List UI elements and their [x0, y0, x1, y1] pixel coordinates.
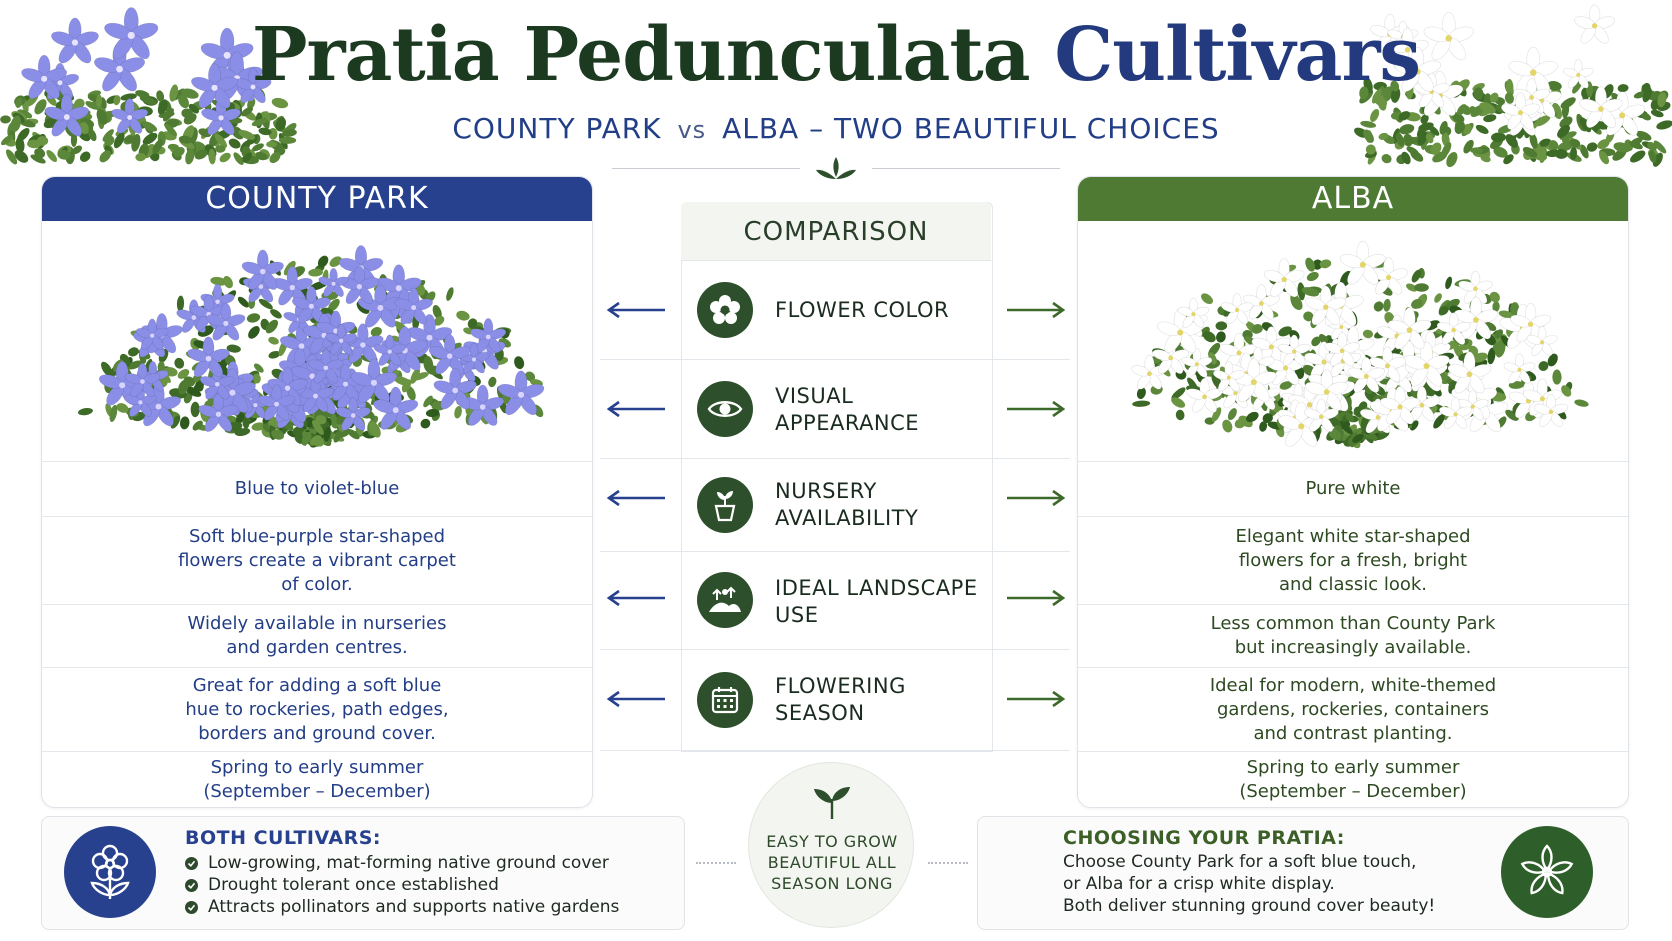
star-flower-badge-icon	[1501, 826, 1593, 918]
county-park-panel	[41, 176, 593, 808]
feature-label-line: FLOWERING	[775, 674, 906, 698]
easy-to-grow-badge	[748, 762, 914, 928]
easy-line: EASY TO GROW	[766, 832, 898, 851]
page-title	[0, 12, 1672, 98]
choosing-text	[1063, 851, 1503, 917]
subtitle-left: COUNTY PARK	[452, 112, 662, 145]
arrow-left-icon	[605, 488, 667, 508]
header-divider-left	[612, 168, 800, 169]
list-item-text: Low-growing, mat-forming native ground cover	[208, 853, 609, 873]
list-item-text: Drought tolerant once established	[208, 875, 499, 895]
alba-nursery-line: but increasingly available.	[1234, 637, 1472, 658]
arrow-right-icon	[1005, 399, 1067, 419]
alba-season-line: Spring to early summer	[1246, 756, 1460, 778]
feature-label-line: IDEAL LANDSCAPE	[775, 576, 978, 600]
title-accent: Cultivars	[1054, 12, 1421, 98]
comparison-separator	[600, 551, 1070, 552]
both-cultivars-title: BOTH CULTIVARS:	[185, 827, 382, 849]
arrow-right-icon	[1005, 300, 1067, 320]
alba-visual-line: flowers for a fresh, bright	[1238, 549, 1468, 571]
feature-label-line: SEASON	[775, 701, 865, 725]
comparison-heading: COMPARISON	[681, 202, 991, 261]
county-nursery-line: and garden centres.	[226, 637, 408, 658]
alba-landscape-line: and contrast planting.	[1253, 722, 1453, 744]
sprout-icon	[810, 781, 854, 821]
county-nursery-availability	[42, 604, 592, 667]
feature-label-line: VISUAL	[775, 384, 854, 408]
alba-heading: ALBA	[1078, 177, 1628, 221]
choosing-title: CHOOSING YOUR PRATIA:	[1063, 827, 1345, 849]
alba-landscape-line: Ideal for modern, white-themed	[1209, 674, 1497, 696]
alba-nursery-line: Less common than County Park	[1210, 613, 1496, 634]
feature-label-line: FLOWER COLOR	[775, 298, 950, 322]
county-landscape-use	[42, 667, 592, 751]
comparison-separator	[600, 649, 1070, 650]
feature-visual-appearance	[775, 383, 985, 437]
county-flowering-season	[42, 751, 592, 807]
arrow-left-icon	[605, 588, 667, 608]
arrow-right-icon	[1005, 588, 1067, 608]
alba-nursery-availability	[1078, 604, 1628, 667]
potted-plant-icon	[697, 477, 753, 533]
choosing-line: Choose County Park for a soft blue touch,	[1063, 852, 1417, 872]
county-landscape-line: Great for adding a soft blue	[192, 674, 442, 696]
list-item	[185, 874, 665, 896]
check-icon	[185, 901, 198, 914]
county-season-line: (September – December)	[203, 780, 431, 802]
county-park-heading: COUNTY PARK	[42, 177, 592, 221]
county-flower-color	[42, 461, 592, 516]
county-landscape-line: borders and ground cover.	[198, 722, 436, 744]
check-icon	[185, 857, 198, 870]
flower-badge-icon	[64, 826, 156, 918]
easy-line: SEASON LONG	[771, 874, 893, 893]
comparison-separator	[600, 750, 1070, 751]
county-nursery-line: Widely available in nurseries	[187, 613, 447, 634]
feature-label-line: AVAILABILITY	[775, 506, 919, 530]
alba-visual-appearance	[1078, 516, 1628, 604]
dotted-connector-right	[928, 862, 968, 864]
title-main: Pratia Pedunculata	[251, 12, 1030, 98]
county-visual-line: of color.	[281, 573, 353, 595]
list-item	[185, 896, 665, 918]
list-item	[185, 852, 665, 874]
landscape-icon	[697, 572, 753, 628]
alba-landscape-line: gardens, rockeries, containers	[1216, 698, 1489, 720]
alba-visual-line: and classic look.	[1278, 573, 1428, 595]
feature-label-line: NURSERY	[775, 479, 877, 503]
alba-season-line: (September – December)	[1239, 780, 1467, 802]
calendar-icon	[697, 672, 753, 728]
feature-label-line: APPEARANCE	[775, 411, 920, 435]
county-season-line: Spring to early summer	[210, 756, 424, 778]
alba-flower-color	[1078, 461, 1628, 516]
subtitle-vs: vs	[677, 116, 707, 144]
flower-icon	[697, 282, 753, 338]
county-visual-appearance	[42, 516, 592, 604]
subtitle-right: ALBA – TWO BEAUTIFUL CHOICES	[722, 112, 1220, 145]
county-landscape-line: hue to rockeries, path edges,	[185, 698, 449, 720]
feature-flowering-season	[775, 673, 985, 727]
comparison-separator	[600, 359, 1070, 360]
page-subtitle	[0, 112, 1672, 145]
arrow-left-icon	[605, 300, 667, 320]
arrow-right-icon	[1005, 488, 1067, 508]
choosing-line: or Alba for a crisp white display.	[1063, 874, 1335, 894]
alba-landscape-use	[1078, 667, 1628, 751]
alba-panel	[1077, 176, 1629, 808]
arrow-left-icon	[605, 399, 667, 419]
county-flower-color-text: Blue to violet-blue	[234, 478, 400, 499]
alba-flowering-season	[1078, 751, 1628, 807]
comparison-separator	[600, 458, 1070, 459]
choosing-line: Both deliver stunning ground cover beauty!	[1063, 896, 1436, 916]
alba-flowers-image	[1078, 221, 1628, 461]
county-park-flowers-image	[42, 221, 592, 461]
leaf-sprig-icon	[812, 155, 860, 181]
feature-flower-color	[775, 297, 985, 324]
both-cultivars-list	[185, 852, 665, 918]
easy-line: BEAUTIFUL ALL	[767, 853, 897, 872]
header-divider-right	[872, 168, 1060, 169]
county-visual-line: Soft blue-purple star-shaped	[188, 525, 446, 547]
easy-to-grow-text	[749, 831, 915, 894]
county-visual-line: flowers create a vibrant carpet	[178, 549, 456, 571]
feature-ideal-landscape-use	[775, 575, 985, 629]
alba-flower-color-text: Pure white	[1305, 478, 1401, 499]
feature-label-line: USE	[775, 603, 819, 627]
arrow-left-icon	[605, 689, 667, 709]
list-item-text: Attracts pollinators and supports native gardens	[208, 897, 620, 917]
alba-visual-line: Elegant white star-shaped	[1235, 525, 1471, 547]
eye-icon	[697, 381, 753, 437]
check-icon	[185, 879, 198, 892]
dotted-connector-left	[696, 862, 736, 864]
feature-nursery-availability	[775, 478, 985, 532]
arrow-right-icon	[1005, 689, 1067, 709]
